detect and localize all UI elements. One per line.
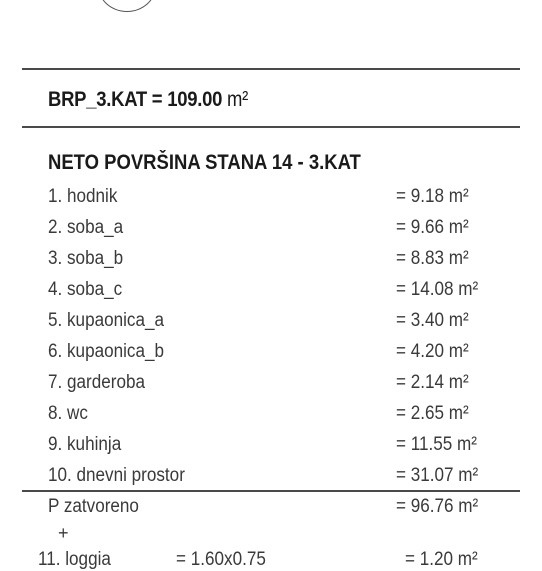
brp-unit: m² [227,88,249,111]
room-label: 2. soba_a [48,217,124,238]
list-item [48,434,518,460]
total-label: P zatvoreno [48,496,139,517]
partial-row-label: 11. loggia [38,549,111,570]
room-area: = 9.18 m² [396,186,469,207]
divider-total [22,490,520,492]
room-label: 9. kuhinja [48,434,122,455]
divider-top [22,68,520,70]
list-item [48,465,518,491]
list-item [48,341,518,367]
room-label: 4. soba_c [48,279,123,300]
room-area: = 14.08 m² [396,279,479,300]
room-label: 8. wc [48,403,88,424]
list-item [48,217,518,243]
room-label: 5. kupaonica_a [48,310,165,331]
list-item [48,186,518,212]
room-area: = 11.55 m² [396,434,477,455]
room-label: 10. dnevni prostor [48,465,185,486]
plus-sign: + [58,523,69,543]
room-label: 6. kupaonica_b [48,341,165,362]
room-area: = 2.14 m² [396,372,469,393]
room-label: 1. hodnik [48,186,118,207]
room-area: = 4.20 m² [396,341,469,362]
brp-label: BRP_3.KAT = 109.00 [48,88,223,111]
partial-row-formula: = 1.60x0.75 [176,549,266,570]
room-label: 7. garderoba [48,372,145,393]
room-area: = 3.40 m² [396,310,469,331]
room-area: = 31.07 m² [396,465,479,486]
divider-middle [22,126,520,128]
list-item [48,310,518,336]
room-area: = 9.66 m² [396,217,469,238]
room-area: = 2.65 m² [396,403,469,424]
room-area: = 8.83 m² [396,248,469,269]
partial-row-value: = 1.20 m² [405,549,478,570]
list-item [48,279,518,305]
list-item [48,372,518,398]
total-row [48,496,518,522]
room-label: 3. soba_b [48,248,124,269]
drawing-circle-fragment [98,0,156,12]
section-title: NETO POVRŠINA STANA 14 - 3.KAT [48,151,361,174]
brp-heading [48,88,248,112]
total-value: = 96.76 m² [396,496,479,517]
list-item [48,248,518,274]
list-item [48,403,518,429]
